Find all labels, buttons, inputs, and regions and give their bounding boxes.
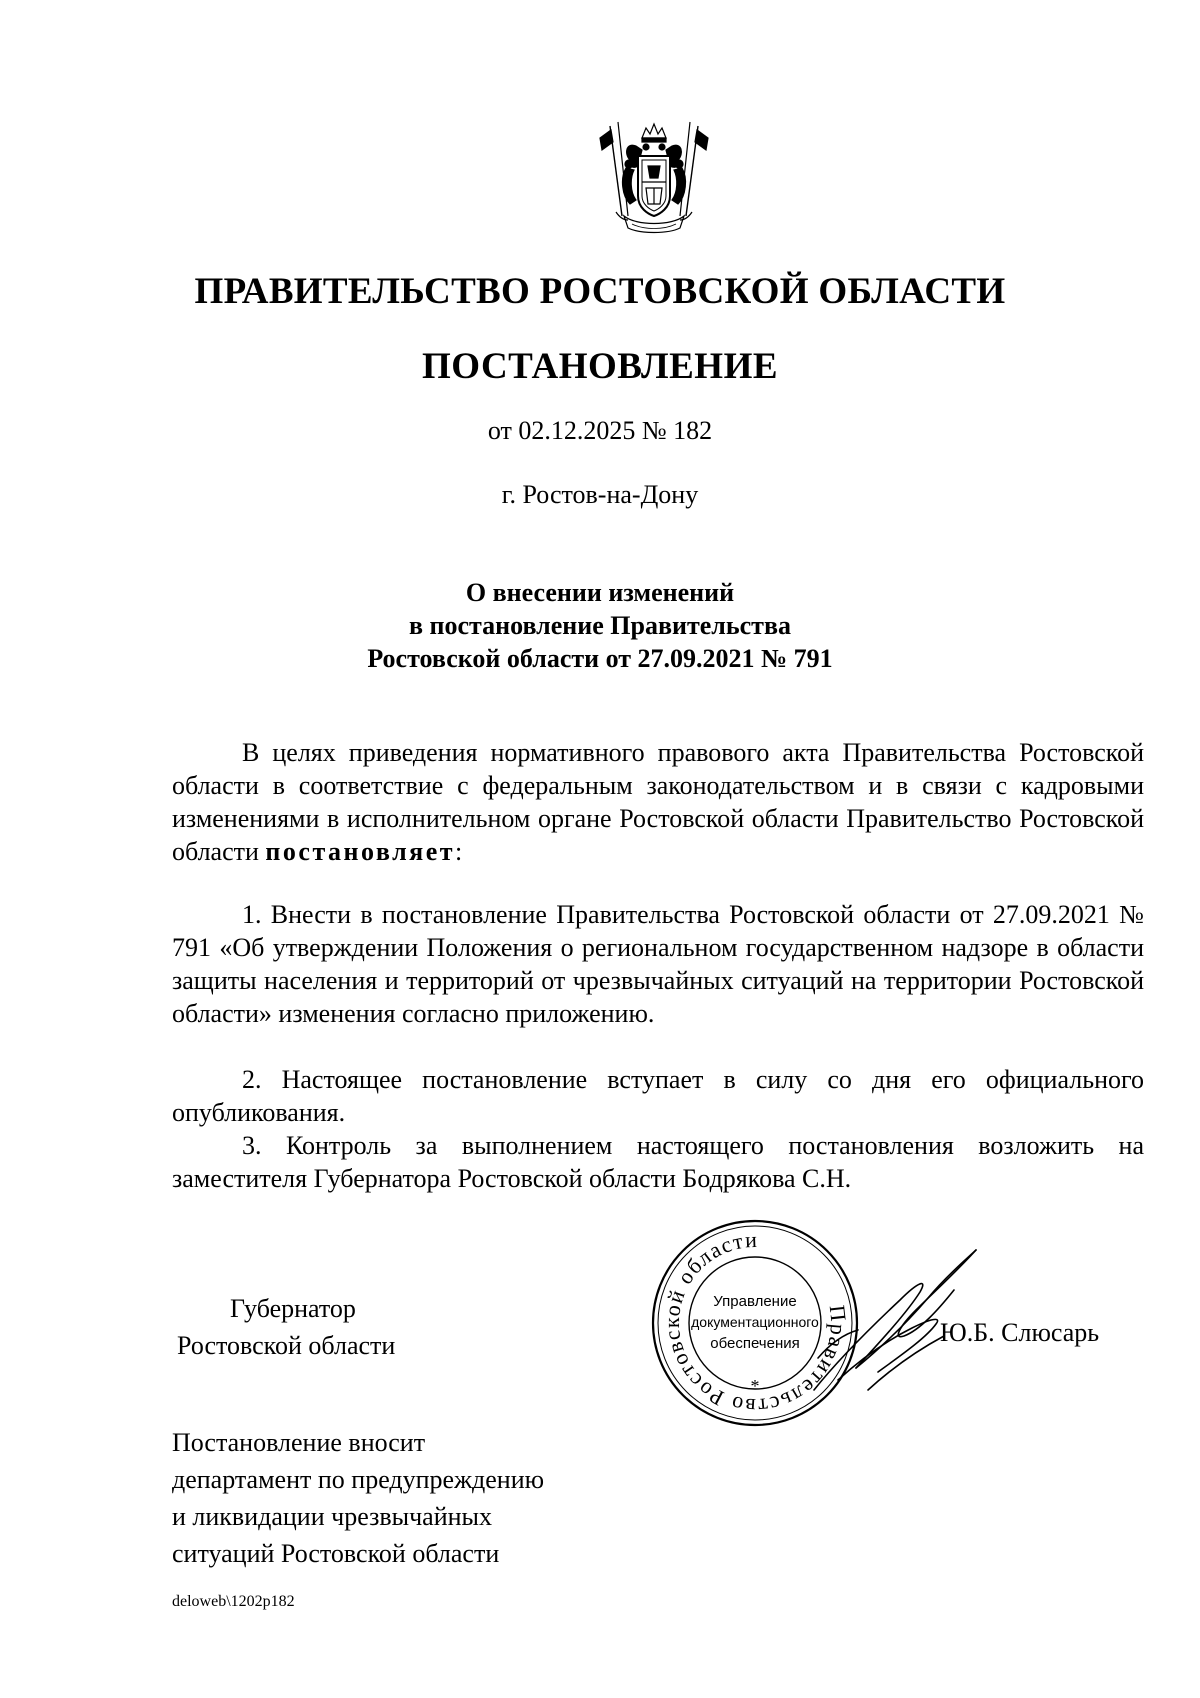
- item-text: 2. Настоящее постановление вступает в силу со дня его официального опубликования.: [172, 1065, 1144, 1127]
- submitter-line: и ликвидации чрезвычайных: [172, 1502, 492, 1531]
- stamp-ring-text: Правительство Ростовской области: [658, 1226, 852, 1420]
- submitter-note: [172, 1424, 544, 1572]
- preamble-paragraph: [172, 736, 1144, 868]
- resolution-item-2: [172, 1063, 1144, 1129]
- document-subject: [0, 576, 1200, 675]
- signatory-position: [172, 1290, 395, 1364]
- coat-of-arms-emblem: [596, 120, 712, 234]
- position-line: Ростовской области: [177, 1331, 396, 1360]
- subject-line: в постановление Правительства: [408, 611, 791, 640]
- item-text: 3. Контроль за выполнением настоящего постановления возложить на заместителя Губернатора Ростовской области Бодрякова С.Н.: [172, 1131, 1144, 1193]
- preamble-keyword: постановляет: [265, 837, 456, 866]
- preamble-end: :: [455, 837, 463, 866]
- document-date-number: от 02.12.2025 № 182: [487, 416, 713, 445]
- submitter-line: Постановление вносит: [172, 1428, 426, 1457]
- item-text: 1. Внести в постановление Правительства Ростовской области от 27.09.2021 № 791 «Об утверждении Положения о региональном государственном надзоре в области защиты населения и территорий от чрезвычайных ситуаций на территории Ростовской области» изменения согласно приложению.: [172, 900, 1144, 1028]
- subject-line: О внесении изменений: [465, 578, 735, 607]
- document-city: г. Ростов-на-Дону: [501, 480, 699, 509]
- stamp-inner-line: обеспечения: [710, 1335, 800, 1352]
- resolution-item-3: [172, 1129, 1144, 1195]
- signatory-name: Ю.Б. Слюсарь: [940, 1318, 1100, 1347]
- subject-line: Ростовской области от 27.09.2021 № 791: [367, 644, 833, 673]
- stamp-inner-line: документационного: [691, 1314, 819, 1330]
- stamp-inner-line: Управление: [713, 1293, 797, 1310]
- submitter-line: департамент по предупреждению: [172, 1465, 545, 1494]
- position-line: Губернатор: [230, 1294, 356, 1323]
- resolution-item-1: [172, 898, 1144, 1030]
- organization-title: ПРАВИТЕЛЬСТВО РОСТОВСКОЙ ОБЛАСТИ: [194, 271, 1006, 312]
- file-reference: deloweb\1202p182: [172, 1593, 295, 1610]
- submitter-line: ситуаций Ростовской области: [172, 1539, 500, 1568]
- stamp-star: *: [750, 1376, 760, 1396]
- document-type-heading: ПОСТАНОВЛЕНИЕ: [421, 346, 779, 387]
- preamble-text: В целях приведения нормативного правового акта Правительства Ростовской области в соответствие с федеральным законодательством и в связи с кадровыми изменениями в исполнительном органе Ростовской области Правительство Ростовской области: [172, 738, 1144, 866]
